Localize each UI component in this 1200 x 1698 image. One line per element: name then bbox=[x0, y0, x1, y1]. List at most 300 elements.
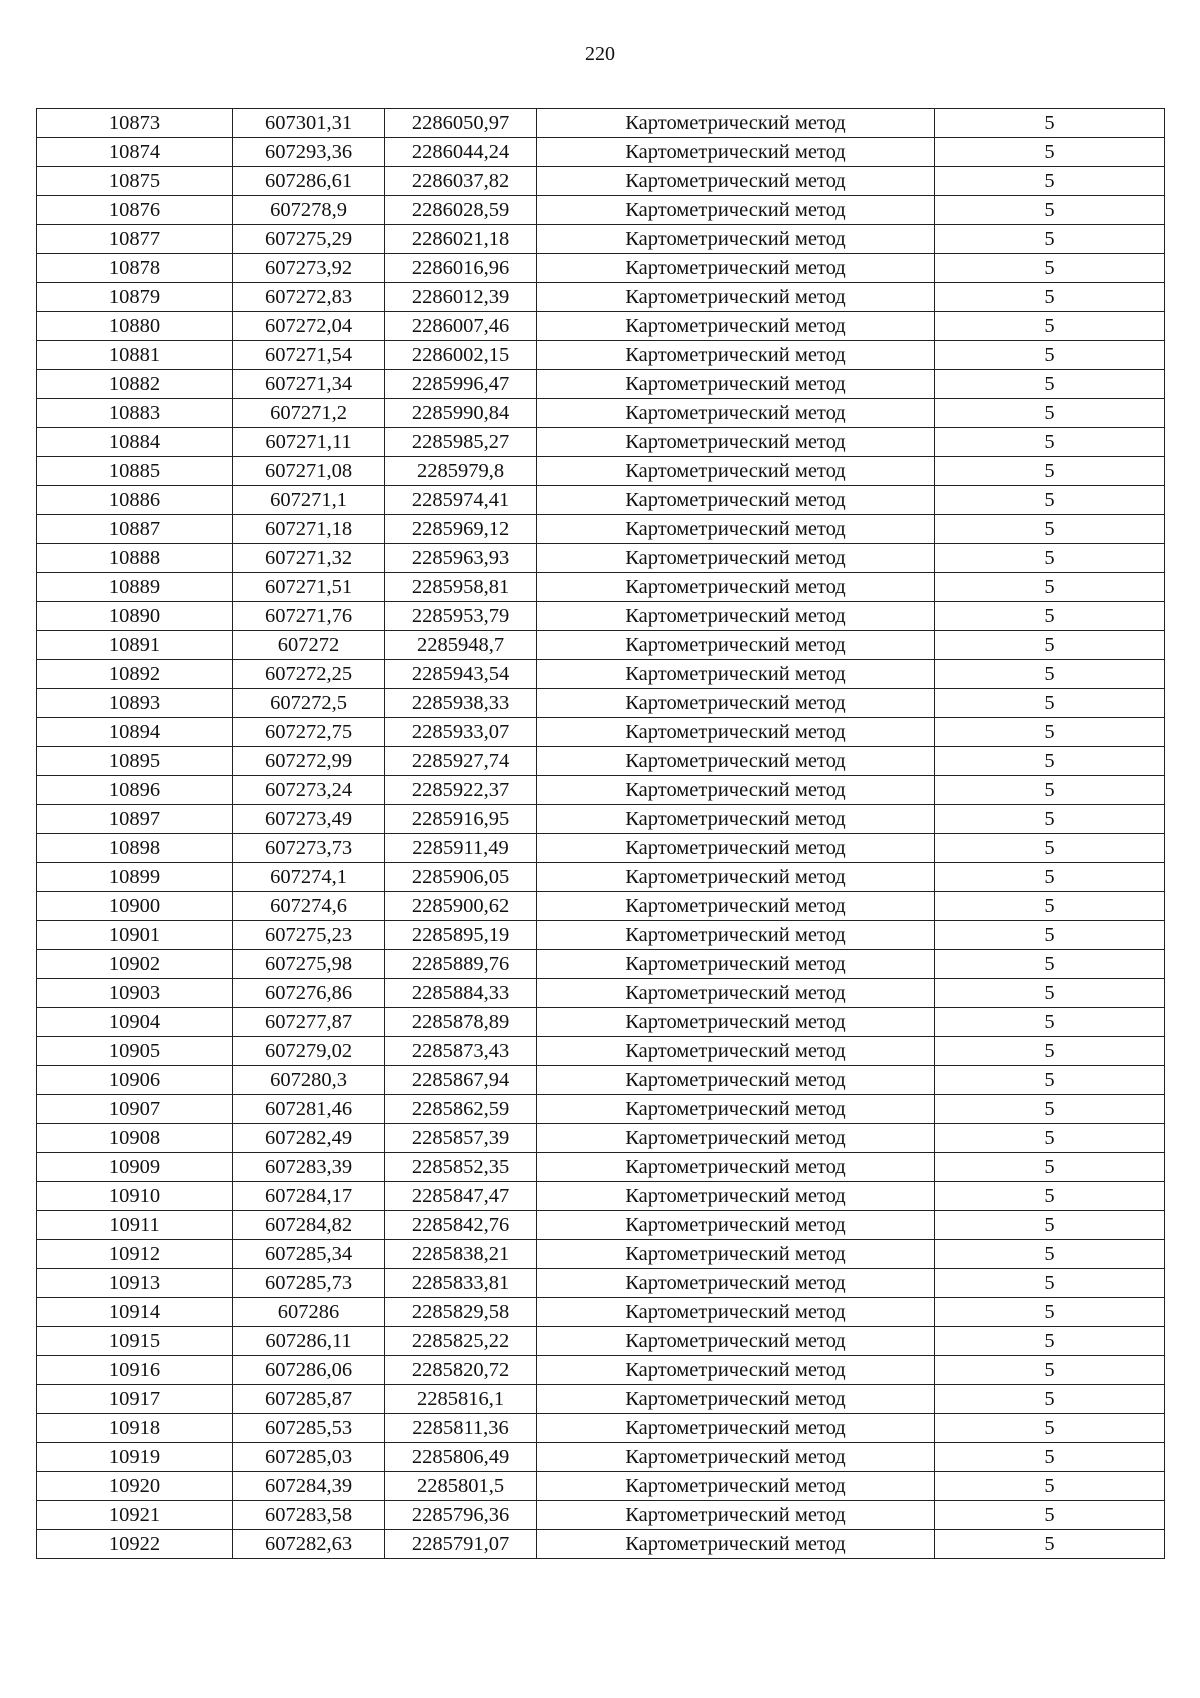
table-row bbox=[37, 428, 1165, 457]
y-coordinate-cell: 2285820,72 bbox=[385, 1356, 537, 1385]
x-coordinate-cell: 607271,08 bbox=[233, 457, 385, 486]
x-coordinate-cell: 607272,04 bbox=[233, 312, 385, 341]
point-number-cell: 10908 bbox=[37, 1124, 233, 1153]
accuracy-cell: 5 bbox=[935, 1298, 1165, 1327]
accuracy-cell: 5 bbox=[935, 834, 1165, 863]
y-coordinate-cell: 2285842,76 bbox=[385, 1211, 537, 1240]
method-cell: Картометрический метод bbox=[537, 1327, 935, 1356]
point-number-cell: 10917 bbox=[37, 1385, 233, 1414]
x-coordinate-cell: 607271,11 bbox=[233, 428, 385, 457]
accuracy-cell: 5 bbox=[935, 1124, 1165, 1153]
point-number-cell: 10915 bbox=[37, 1327, 233, 1356]
table-row bbox=[37, 1298, 1165, 1327]
table-row bbox=[37, 805, 1165, 834]
y-coordinate-cell: 2285933,07 bbox=[385, 718, 537, 747]
method-cell: Картометрический метод bbox=[537, 428, 935, 457]
point-number-cell: 10910 bbox=[37, 1182, 233, 1211]
method-cell: Картометрический метод bbox=[537, 1066, 935, 1095]
y-coordinate-cell: 2285833,81 bbox=[385, 1269, 537, 1298]
y-coordinate-cell: 2285862,59 bbox=[385, 1095, 537, 1124]
accuracy-cell: 5 bbox=[935, 950, 1165, 979]
point-number-cell: 10918 bbox=[37, 1414, 233, 1443]
point-number-cell: 10887 bbox=[37, 515, 233, 544]
method-cell: Картометрический метод bbox=[537, 486, 935, 515]
y-coordinate-cell: 2285974,41 bbox=[385, 486, 537, 515]
method-cell: Картометрический метод bbox=[537, 834, 935, 863]
x-coordinate-cell: 607277,87 bbox=[233, 1008, 385, 1037]
x-coordinate-cell: 607272,75 bbox=[233, 718, 385, 747]
accuracy-cell: 5 bbox=[935, 1385, 1165, 1414]
accuracy-cell: 5 bbox=[935, 1472, 1165, 1501]
method-cell: Картометрический метод bbox=[537, 138, 935, 167]
method-cell: Картометрический метод bbox=[537, 254, 935, 283]
y-coordinate-cell: 2285838,21 bbox=[385, 1240, 537, 1269]
x-coordinate-cell: 607284,82 bbox=[233, 1211, 385, 1240]
y-coordinate-cell: 2285948,7 bbox=[385, 631, 537, 660]
point-number-cell: 10891 bbox=[37, 631, 233, 660]
x-coordinate-cell: 607279,02 bbox=[233, 1037, 385, 1066]
method-cell: Картометрический метод bbox=[537, 1008, 935, 1037]
accuracy-cell: 5 bbox=[935, 283, 1165, 312]
table-row bbox=[37, 1124, 1165, 1153]
x-coordinate-cell: 607271,54 bbox=[233, 341, 385, 370]
method-cell: Картометрический метод bbox=[537, 109, 935, 138]
method-cell: Картометрический метод bbox=[537, 718, 935, 747]
accuracy-cell: 5 bbox=[935, 1182, 1165, 1211]
table-row bbox=[37, 1356, 1165, 1385]
table-row bbox=[37, 167, 1165, 196]
point-number-cell: 10901 bbox=[37, 921, 233, 950]
x-coordinate-cell: 607275,98 bbox=[233, 950, 385, 979]
accuracy-cell: 5 bbox=[935, 805, 1165, 834]
point-number-cell: 10884 bbox=[37, 428, 233, 457]
x-coordinate-cell: 607282,63 bbox=[233, 1530, 385, 1559]
y-coordinate-cell: 2286044,24 bbox=[385, 138, 537, 167]
accuracy-cell: 5 bbox=[935, 138, 1165, 167]
method-cell: Картометрический метод bbox=[537, 979, 935, 1008]
accuracy-cell: 5 bbox=[935, 689, 1165, 718]
point-number-cell: 10909 bbox=[37, 1153, 233, 1182]
accuracy-cell: 5 bbox=[935, 573, 1165, 602]
table-row bbox=[37, 1472, 1165, 1501]
method-cell: Картометрический метод bbox=[537, 515, 935, 544]
x-coordinate-cell: 607272,5 bbox=[233, 689, 385, 718]
x-coordinate-cell: 607271,76 bbox=[233, 602, 385, 631]
accuracy-cell: 5 bbox=[935, 457, 1165, 486]
table-row bbox=[37, 1008, 1165, 1037]
x-coordinate-cell: 607272,83 bbox=[233, 283, 385, 312]
point-number-cell: 10922 bbox=[37, 1530, 233, 1559]
y-coordinate-cell: 2285985,27 bbox=[385, 428, 537, 457]
x-coordinate-cell: 607271,34 bbox=[233, 370, 385, 399]
point-number-cell: 10905 bbox=[37, 1037, 233, 1066]
point-number-cell: 10880 bbox=[37, 312, 233, 341]
method-cell: Картометрический метод bbox=[537, 1124, 935, 1153]
x-coordinate-cell: 607278,9 bbox=[233, 196, 385, 225]
method-cell: Картометрический метод bbox=[537, 631, 935, 660]
method-cell: Картометрический метод bbox=[537, 921, 935, 950]
table-row bbox=[37, 863, 1165, 892]
table-row bbox=[37, 892, 1165, 921]
method-cell: Картометрический метод bbox=[537, 544, 935, 573]
method-cell: Картометрический метод bbox=[537, 312, 935, 341]
y-coordinate-cell: 2286037,82 bbox=[385, 167, 537, 196]
point-number-cell: 10913 bbox=[37, 1269, 233, 1298]
accuracy-cell: 5 bbox=[935, 428, 1165, 457]
y-coordinate-cell: 2285900,62 bbox=[385, 892, 537, 921]
method-cell: Картометрический метод bbox=[537, 341, 935, 370]
table-row bbox=[37, 602, 1165, 631]
x-coordinate-cell: 607273,92 bbox=[233, 254, 385, 283]
y-coordinate-cell: 2285884,33 bbox=[385, 979, 537, 1008]
table-row bbox=[37, 1153, 1165, 1182]
table-row bbox=[37, 1443, 1165, 1472]
accuracy-cell: 5 bbox=[935, 1356, 1165, 1385]
point-number-cell: 10874 bbox=[37, 138, 233, 167]
x-coordinate-cell: 607285,87 bbox=[233, 1385, 385, 1414]
x-coordinate-cell: 607272 bbox=[233, 631, 385, 660]
x-coordinate-cell: 607275,23 bbox=[233, 921, 385, 950]
point-number-cell: 10903 bbox=[37, 979, 233, 1008]
table-row bbox=[37, 109, 1165, 138]
y-coordinate-cell: 2285911,49 bbox=[385, 834, 537, 863]
x-coordinate-cell: 607285,73 bbox=[233, 1269, 385, 1298]
accuracy-cell: 5 bbox=[935, 718, 1165, 747]
accuracy-cell: 5 bbox=[935, 631, 1165, 660]
point-number-cell: 10885 bbox=[37, 457, 233, 486]
x-coordinate-cell: 607283,58 bbox=[233, 1501, 385, 1530]
y-coordinate-cell: 2285791,07 bbox=[385, 1530, 537, 1559]
table-row bbox=[37, 486, 1165, 515]
point-number-cell: 10921 bbox=[37, 1501, 233, 1530]
table-row bbox=[37, 1501, 1165, 1530]
y-coordinate-cell: 2285829,58 bbox=[385, 1298, 537, 1327]
y-coordinate-cell: 2285916,95 bbox=[385, 805, 537, 834]
x-coordinate-cell: 607284,17 bbox=[233, 1182, 385, 1211]
x-coordinate-cell: 607285,03 bbox=[233, 1443, 385, 1472]
y-coordinate-cell: 2285825,22 bbox=[385, 1327, 537, 1356]
point-number-cell: 10906 bbox=[37, 1066, 233, 1095]
table-row bbox=[37, 341, 1165, 370]
x-coordinate-cell: 607274,1 bbox=[233, 863, 385, 892]
accuracy-cell: 5 bbox=[935, 1414, 1165, 1443]
x-coordinate-cell: 607271,51 bbox=[233, 573, 385, 602]
accuracy-cell: 5 bbox=[935, 225, 1165, 254]
point-number-cell: 10881 bbox=[37, 341, 233, 370]
x-coordinate-cell: 607271,32 bbox=[233, 544, 385, 573]
table-row bbox=[37, 1327, 1165, 1356]
accuracy-cell: 5 bbox=[935, 196, 1165, 225]
y-coordinate-cell: 2285938,33 bbox=[385, 689, 537, 718]
table-row bbox=[37, 1037, 1165, 1066]
accuracy-cell: 5 bbox=[935, 399, 1165, 428]
point-number-cell: 10919 bbox=[37, 1443, 233, 1472]
accuracy-cell: 5 bbox=[935, 602, 1165, 631]
accuracy-cell: 5 bbox=[935, 1443, 1165, 1472]
accuracy-cell: 5 bbox=[935, 1095, 1165, 1124]
x-coordinate-cell: 607280,3 bbox=[233, 1066, 385, 1095]
table-row bbox=[37, 1269, 1165, 1298]
method-cell: Картометрический метод bbox=[537, 1356, 935, 1385]
table-row bbox=[37, 979, 1165, 1008]
point-number-cell: 10902 bbox=[37, 950, 233, 979]
coordinates-table bbox=[36, 108, 1165, 1559]
accuracy-cell: 5 bbox=[935, 167, 1165, 196]
accuracy-cell: 5 bbox=[935, 1066, 1165, 1095]
point-number-cell: 10920 bbox=[37, 1472, 233, 1501]
x-coordinate-cell: 607284,39 bbox=[233, 1472, 385, 1501]
x-coordinate-cell: 607271,2 bbox=[233, 399, 385, 428]
y-coordinate-cell: 2286021,18 bbox=[385, 225, 537, 254]
coordinates-table-body bbox=[37, 109, 1165, 1559]
y-coordinate-cell: 2285806,49 bbox=[385, 1443, 537, 1472]
point-number-cell: 10914 bbox=[37, 1298, 233, 1327]
point-number-cell: 10893 bbox=[37, 689, 233, 718]
table-row bbox=[37, 1066, 1165, 1095]
point-number-cell: 10912 bbox=[37, 1240, 233, 1269]
y-coordinate-cell: 2285878,89 bbox=[385, 1008, 537, 1037]
y-coordinate-cell: 2285811,36 bbox=[385, 1414, 537, 1443]
y-coordinate-cell: 2285990,84 bbox=[385, 399, 537, 428]
y-coordinate-cell: 2285816,1 bbox=[385, 1385, 537, 1414]
x-coordinate-cell: 607283,39 bbox=[233, 1153, 385, 1182]
point-number-cell: 10879 bbox=[37, 283, 233, 312]
point-number-cell: 10888 bbox=[37, 544, 233, 573]
point-number-cell: 10904 bbox=[37, 1008, 233, 1037]
point-number-cell: 10907 bbox=[37, 1095, 233, 1124]
method-cell: Картометрический метод bbox=[537, 573, 935, 602]
point-number-cell: 10911 bbox=[37, 1211, 233, 1240]
x-coordinate-cell: 607285,34 bbox=[233, 1240, 385, 1269]
accuracy-cell: 5 bbox=[935, 921, 1165, 950]
y-coordinate-cell: 2285801,5 bbox=[385, 1472, 537, 1501]
table-row bbox=[37, 950, 1165, 979]
method-cell: Картометрический метод bbox=[537, 689, 935, 718]
y-coordinate-cell: 2285873,43 bbox=[385, 1037, 537, 1066]
x-coordinate-cell: 607276,86 bbox=[233, 979, 385, 1008]
x-coordinate-cell: 607272,25 bbox=[233, 660, 385, 689]
y-coordinate-cell: 2285927,74 bbox=[385, 747, 537, 776]
method-cell: Картометрический метод bbox=[537, 747, 935, 776]
accuracy-cell: 5 bbox=[935, 1501, 1165, 1530]
accuracy-cell: 5 bbox=[935, 892, 1165, 921]
y-coordinate-cell: 2285867,94 bbox=[385, 1066, 537, 1095]
accuracy-cell: 5 bbox=[935, 1153, 1165, 1182]
x-coordinate-cell: 607286,11 bbox=[233, 1327, 385, 1356]
table-row bbox=[37, 254, 1165, 283]
table-row bbox=[37, 399, 1165, 428]
table-row bbox=[37, 1530, 1165, 1559]
method-cell: Картометрический метод bbox=[537, 457, 935, 486]
y-coordinate-cell: 2285958,81 bbox=[385, 573, 537, 602]
x-coordinate-cell: 607293,36 bbox=[233, 138, 385, 167]
table-row bbox=[37, 834, 1165, 863]
table-row bbox=[37, 1211, 1165, 1240]
accuracy-cell: 5 bbox=[935, 747, 1165, 776]
method-cell: Картометрический метод bbox=[537, 602, 935, 631]
method-cell: Картометрический метод bbox=[537, 1298, 935, 1327]
method-cell: Картометрический метод bbox=[537, 1182, 935, 1211]
y-coordinate-cell: 2286012,39 bbox=[385, 283, 537, 312]
y-coordinate-cell: 2286050,97 bbox=[385, 109, 537, 138]
point-number-cell: 10916 bbox=[37, 1356, 233, 1385]
method-cell: Картометрический метод bbox=[537, 1385, 935, 1414]
y-coordinate-cell: 2285953,79 bbox=[385, 602, 537, 631]
point-number-cell: 10900 bbox=[37, 892, 233, 921]
x-coordinate-cell: 607273,49 bbox=[233, 805, 385, 834]
method-cell: Картометрический метод bbox=[537, 660, 935, 689]
method-cell: Картометрический метод bbox=[537, 1501, 935, 1530]
accuracy-cell: 5 bbox=[935, 979, 1165, 1008]
method-cell: Картометрический метод bbox=[537, 1211, 935, 1240]
y-coordinate-cell: 2285906,05 bbox=[385, 863, 537, 892]
method-cell: Картометрический метод bbox=[537, 1414, 935, 1443]
table-row bbox=[37, 631, 1165, 660]
method-cell: Картометрический метод bbox=[537, 1037, 935, 1066]
method-cell: Картометрический метод bbox=[537, 1530, 935, 1559]
method-cell: Картометрический метод bbox=[537, 950, 935, 979]
accuracy-cell: 5 bbox=[935, 1211, 1165, 1240]
y-coordinate-cell: 2286002,15 bbox=[385, 341, 537, 370]
accuracy-cell: 5 bbox=[935, 370, 1165, 399]
table-row bbox=[37, 921, 1165, 950]
point-number-cell: 10875 bbox=[37, 167, 233, 196]
method-cell: Картометрический метод bbox=[537, 1240, 935, 1269]
x-coordinate-cell: 607271,1 bbox=[233, 486, 385, 515]
method-cell: Картометрический метод bbox=[537, 805, 935, 834]
method-cell: Картометрический метод bbox=[537, 1095, 935, 1124]
method-cell: Картометрический метод bbox=[537, 167, 935, 196]
point-number-cell: 10895 bbox=[37, 747, 233, 776]
point-number-cell: 10877 bbox=[37, 225, 233, 254]
y-coordinate-cell: 2285963,93 bbox=[385, 544, 537, 573]
accuracy-cell: 5 bbox=[935, 544, 1165, 573]
accuracy-cell: 5 bbox=[935, 312, 1165, 341]
y-coordinate-cell: 2286028,59 bbox=[385, 196, 537, 225]
method-cell: Картометрический метод bbox=[537, 225, 935, 254]
x-coordinate-cell: 607282,49 bbox=[233, 1124, 385, 1153]
point-number-cell: 10899 bbox=[37, 863, 233, 892]
table-row bbox=[37, 660, 1165, 689]
x-coordinate-cell: 607286,06 bbox=[233, 1356, 385, 1385]
x-coordinate-cell: 607285,53 bbox=[233, 1414, 385, 1443]
point-number-cell: 10896 bbox=[37, 776, 233, 805]
x-coordinate-cell: 607271,18 bbox=[233, 515, 385, 544]
point-number-cell: 10876 bbox=[37, 196, 233, 225]
accuracy-cell: 5 bbox=[935, 1327, 1165, 1356]
point-number-cell: 10883 bbox=[37, 399, 233, 428]
accuracy-cell: 5 bbox=[935, 1008, 1165, 1037]
method-cell: Картометрический метод bbox=[537, 1153, 935, 1182]
point-number-cell: 10898 bbox=[37, 834, 233, 863]
point-number-cell: 10882 bbox=[37, 370, 233, 399]
point-number-cell: 10889 bbox=[37, 573, 233, 602]
table-row bbox=[37, 283, 1165, 312]
table-row bbox=[37, 1182, 1165, 1211]
y-coordinate-cell: 2285847,47 bbox=[385, 1182, 537, 1211]
point-number-cell: 10892 bbox=[37, 660, 233, 689]
table-row bbox=[37, 312, 1165, 341]
x-coordinate-cell: 607286 bbox=[233, 1298, 385, 1327]
point-number-cell: 10886 bbox=[37, 486, 233, 515]
accuracy-cell: 5 bbox=[935, 109, 1165, 138]
table-row bbox=[37, 457, 1165, 486]
table-row bbox=[37, 1385, 1165, 1414]
table-row bbox=[37, 689, 1165, 718]
accuracy-cell: 5 bbox=[935, 515, 1165, 544]
method-cell: Картометрический метод bbox=[537, 1472, 935, 1501]
table-row bbox=[37, 573, 1165, 602]
point-number-cell: 10894 bbox=[37, 718, 233, 747]
table-row bbox=[37, 747, 1165, 776]
y-coordinate-cell: 2285996,47 bbox=[385, 370, 537, 399]
accuracy-cell: 5 bbox=[935, 1037, 1165, 1066]
table-row bbox=[37, 1414, 1165, 1443]
method-cell: Картометрический метод bbox=[537, 196, 935, 225]
x-coordinate-cell: 607275,29 bbox=[233, 225, 385, 254]
y-coordinate-cell: 2285796,36 bbox=[385, 1501, 537, 1530]
y-coordinate-cell: 2285979,8 bbox=[385, 457, 537, 486]
y-coordinate-cell: 2285852,35 bbox=[385, 1153, 537, 1182]
point-number-cell: 10873 bbox=[37, 109, 233, 138]
y-coordinate-cell: 2285943,54 bbox=[385, 660, 537, 689]
page-number: 220 bbox=[585, 43, 615, 65]
table-row bbox=[37, 776, 1165, 805]
table-row bbox=[37, 544, 1165, 573]
method-cell: Картометрический метод bbox=[537, 283, 935, 312]
point-number-cell: 10890 bbox=[37, 602, 233, 631]
y-coordinate-cell: 2285922,37 bbox=[385, 776, 537, 805]
x-coordinate-cell: 607272,99 bbox=[233, 747, 385, 776]
y-coordinate-cell: 2286016,96 bbox=[385, 254, 537, 283]
x-coordinate-cell: 607274,6 bbox=[233, 892, 385, 921]
method-cell: Картометрический метод bbox=[537, 399, 935, 428]
table-row bbox=[37, 1240, 1165, 1269]
table-row bbox=[37, 1095, 1165, 1124]
method-cell: Картометрический метод bbox=[537, 1443, 935, 1472]
y-coordinate-cell: 2285969,12 bbox=[385, 515, 537, 544]
y-coordinate-cell: 2285857,39 bbox=[385, 1124, 537, 1153]
y-coordinate-cell: 2286007,46 bbox=[385, 312, 537, 341]
accuracy-cell: 5 bbox=[935, 486, 1165, 515]
method-cell: Картометрический метод bbox=[537, 1269, 935, 1298]
table-row bbox=[37, 225, 1165, 254]
accuracy-cell: 5 bbox=[935, 660, 1165, 689]
accuracy-cell: 5 bbox=[935, 341, 1165, 370]
table-row bbox=[37, 515, 1165, 544]
table-row bbox=[37, 718, 1165, 747]
point-number-cell: 10878 bbox=[37, 254, 233, 283]
point-number-cell: 10897 bbox=[37, 805, 233, 834]
method-cell: Картометрический метод bbox=[537, 863, 935, 892]
table-row bbox=[37, 196, 1165, 225]
table-row bbox=[37, 370, 1165, 399]
y-coordinate-cell: 2285889,76 bbox=[385, 950, 537, 979]
method-cell: Картометрический метод bbox=[537, 370, 935, 399]
x-coordinate-cell: 607301,31 bbox=[233, 109, 385, 138]
table-row bbox=[37, 138, 1165, 167]
accuracy-cell: 5 bbox=[935, 1530, 1165, 1559]
x-coordinate-cell: 607281,46 bbox=[233, 1095, 385, 1124]
accuracy-cell: 5 bbox=[935, 1240, 1165, 1269]
accuracy-cell: 5 bbox=[935, 863, 1165, 892]
accuracy-cell: 5 bbox=[935, 776, 1165, 805]
x-coordinate-cell: 607273,73 bbox=[233, 834, 385, 863]
method-cell: Картометрический метод bbox=[537, 892, 935, 921]
method-cell: Картометрический метод bbox=[537, 776, 935, 805]
y-coordinate-cell: 2285895,19 bbox=[385, 921, 537, 950]
accuracy-cell: 5 bbox=[935, 1269, 1165, 1298]
